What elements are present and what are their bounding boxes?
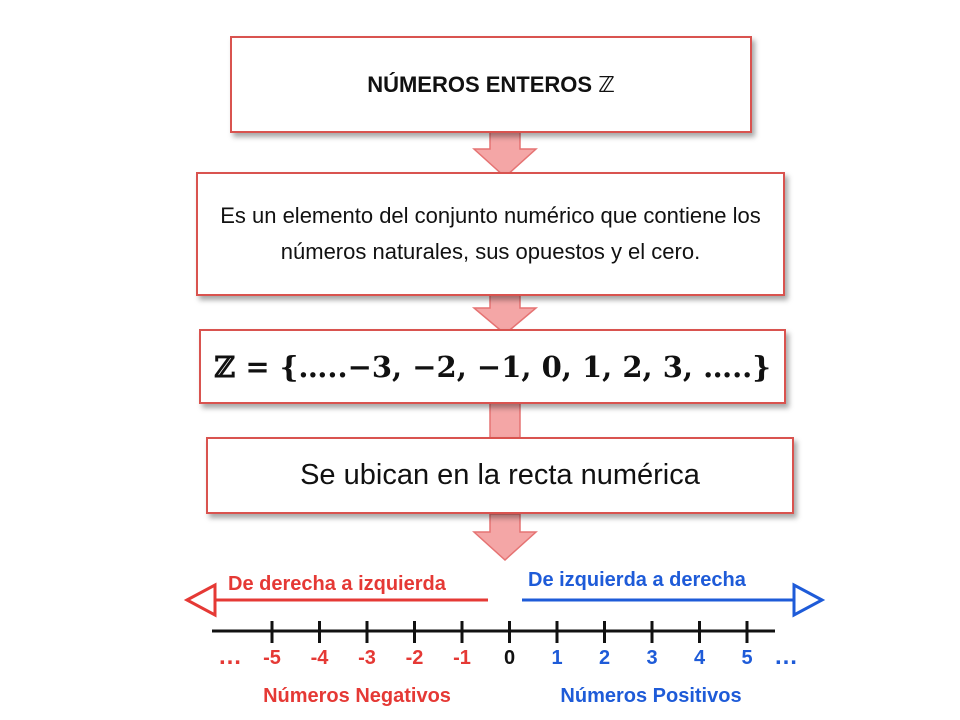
tick-label: -1 <box>453 647 471 669</box>
right-direction-label: De izquierda a derecha <box>528 569 746 591</box>
negative-numbers-label: Números Negativos <box>263 685 451 707</box>
ellipsis-right: … <box>774 643 798 670</box>
ellipsis-left: … <box>218 643 242 670</box>
set-notation-text: ℤ = {…..−3, −2, −1, 0, 1, 2, 3, …..} <box>214 349 771 384</box>
positive-numbers-label: Números Positivos <box>560 685 742 707</box>
connector-arrow-3 <box>470 402 540 442</box>
definition-box <box>196 172 785 296</box>
title-box <box>230 36 752 133</box>
tick-label: -5 <box>263 647 281 669</box>
tick-label: -2 <box>405 647 424 669</box>
tick-label: 3 <box>646 647 658 669</box>
tick-label: -4 <box>310 647 329 669</box>
tick-label: -3 <box>358 647 376 669</box>
title-text: NÚMEROS ENTEROS ℤ <box>367 71 615 97</box>
number-line-diagram <box>0 556 960 720</box>
tick-label: 5 <box>741 647 753 669</box>
tick-label: 2 <box>598 647 611 669</box>
tick-labels <box>263 647 752 669</box>
number-line-caption-text: Se ubican en la recta numérica <box>300 459 700 491</box>
set-notation-box <box>199 329 786 404</box>
tick-label: 1 <box>551 647 563 669</box>
number-line-caption-box <box>206 437 794 514</box>
tick-label: 4 <box>693 647 706 669</box>
left-direction-label: De derecha a izquierda <box>228 573 446 595</box>
tick-label: 0 <box>503 647 516 669</box>
definition-text: Es un elemento del conjunto numérico que contiene los números naturales, sus opuestos y el cero. <box>220 203 761 264</box>
connector-arrow-4 <box>470 514 540 562</box>
